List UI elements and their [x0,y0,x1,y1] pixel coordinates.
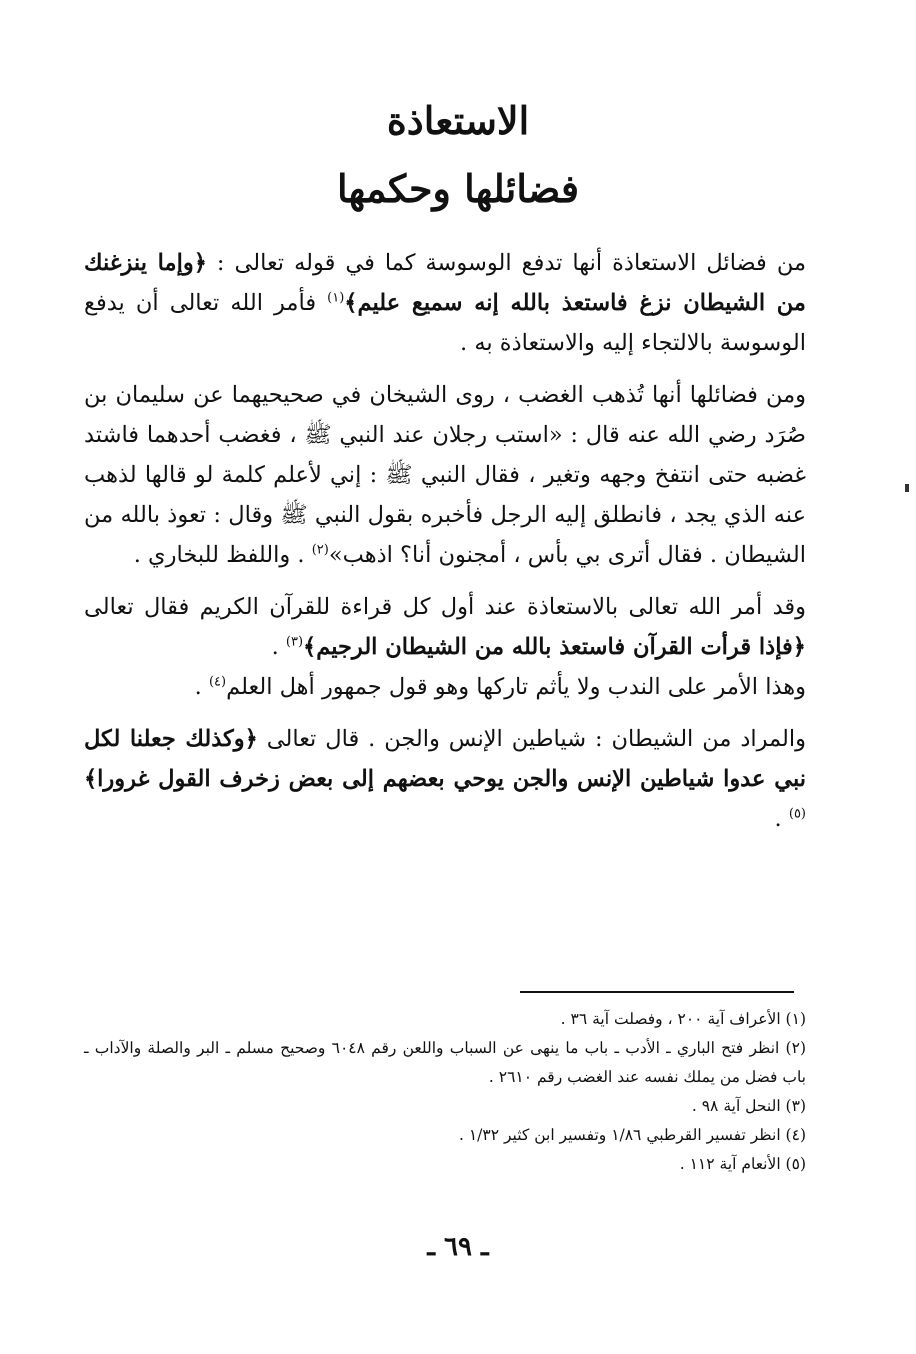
page-number: ـ ٦٩ ـ [427,1232,489,1262]
quran-verse-2: ﴿فإذا قرأت القرآن فاستعذ بالله من الشيطان الرجيم﴾ [303,634,806,660]
footnote-2: (٢) انظر فتح الباري ـ الأدب ـ باب ما ينهى عن السباب واللعن رقم ٦٠٤٨ وصحيح مسلم ـ البر والصلة والآداب ـ باب فضل من يملك نفسه عند الغضب رقم ٢٦١٠ . [84,1039,806,1086]
footnote-ref-3: (٣) [285,634,304,650]
footnote-3: (٣) النحل آية ٩٨ . [691,1097,806,1115]
paragraph-1-text: من فضائل الاستعاذة أنها تدفع الوسوسة كما في قوله تعالى : [206,250,807,276]
paragraph-2 [84,375,806,575]
footnotes [84,1005,806,1179]
quran-verse-1: ﴿وإما ينزغنك من الشيطان نزغ فاستعذ بالله إنه سميع عليم﴾ [84,250,806,316]
paragraph-5-continuation: . [774,806,789,832]
footnote-4: (٤) انظر تفسير القرطبي ١/٨٦ وتفسير ابن كثير ١/٣٢ . [459,1126,806,1144]
paragraph-2-text: ومن فضائلها أنها تُذهب الغضب ، روى الشيخان في صحيحيهما عن سليمان بن صُرَد رضي الله عنه قال : «استب رجلان عند النبي ﷺ ، فغضب أحدهما فاشتد غضبه حتى انتفخ وجهه وتغير ، فقال النبي ﷺ : إني لأعلم كلمة لو قالها لذهب عنه الذي يجد ، فانطلق إليه الرجل فأخبره بقول النبي ﷺ وقال : تعوذ بالله من الشيطان . فقال أترى بي بأس ، أمجنون أنا؟ اذهب» [84,382,806,568]
scan-mark [905,484,909,492]
page-title: الاستعاذة [386,98,530,143]
quran-verse-3: ﴿وكذلك جعلنا لكل نبي عدوا شياطين الإنس والجن يوحي بعضهم إلى بعض زخرف القول غرورا﴾ [84,726,806,792]
paragraph-4-continuation: . [194,674,209,700]
footnote-divider [520,991,794,993]
footnote-1: (١) الأعراف آية ٢٠٠ ، وفصلت آية ٣٦ . [560,1010,806,1028]
paragraph-4 [84,667,806,707]
footnote-ref-1: (١) [327,290,345,306]
paragraph-1-continuation: فأمر الله تعالى أن يدفع الوسوسة بالالتجاء إليه والاستعاذة به . [84,290,806,356]
footnote-5: (٥) الأنعام آية ١١٢ . [679,1155,806,1173]
paragraph-3-text: وقد أمر الله تعالى بالاستعاذة عند أول كل قراءة للقرآن الكريم فقال تعالى [84,594,806,620]
footnote-ref-4: (٤) [208,674,227,690]
page-subtitle: فضائلها وحكمها [336,166,580,211]
paragraph-3-continuation: . [271,634,286,660]
paragraph-2-continuation: . واللفظ للبخاري . [133,542,312,568]
paragraph-5 [84,719,806,839]
paragraph-4-text: وهذا الأمر على الندب ولا يأثم تاركها وهو قول جمهور أهل العلم [226,674,806,700]
footnote-ref-5: (٥) [788,806,806,822]
paragraph-1 [84,243,806,363]
paragraph-5-text: والمراد من الشيطان : شياطين الإنس والجن . قال تعالى [257,726,807,752]
main-text [84,243,806,839]
footnote-ref-2: (٢) [311,542,329,558]
paragraph-3 [84,587,806,667]
